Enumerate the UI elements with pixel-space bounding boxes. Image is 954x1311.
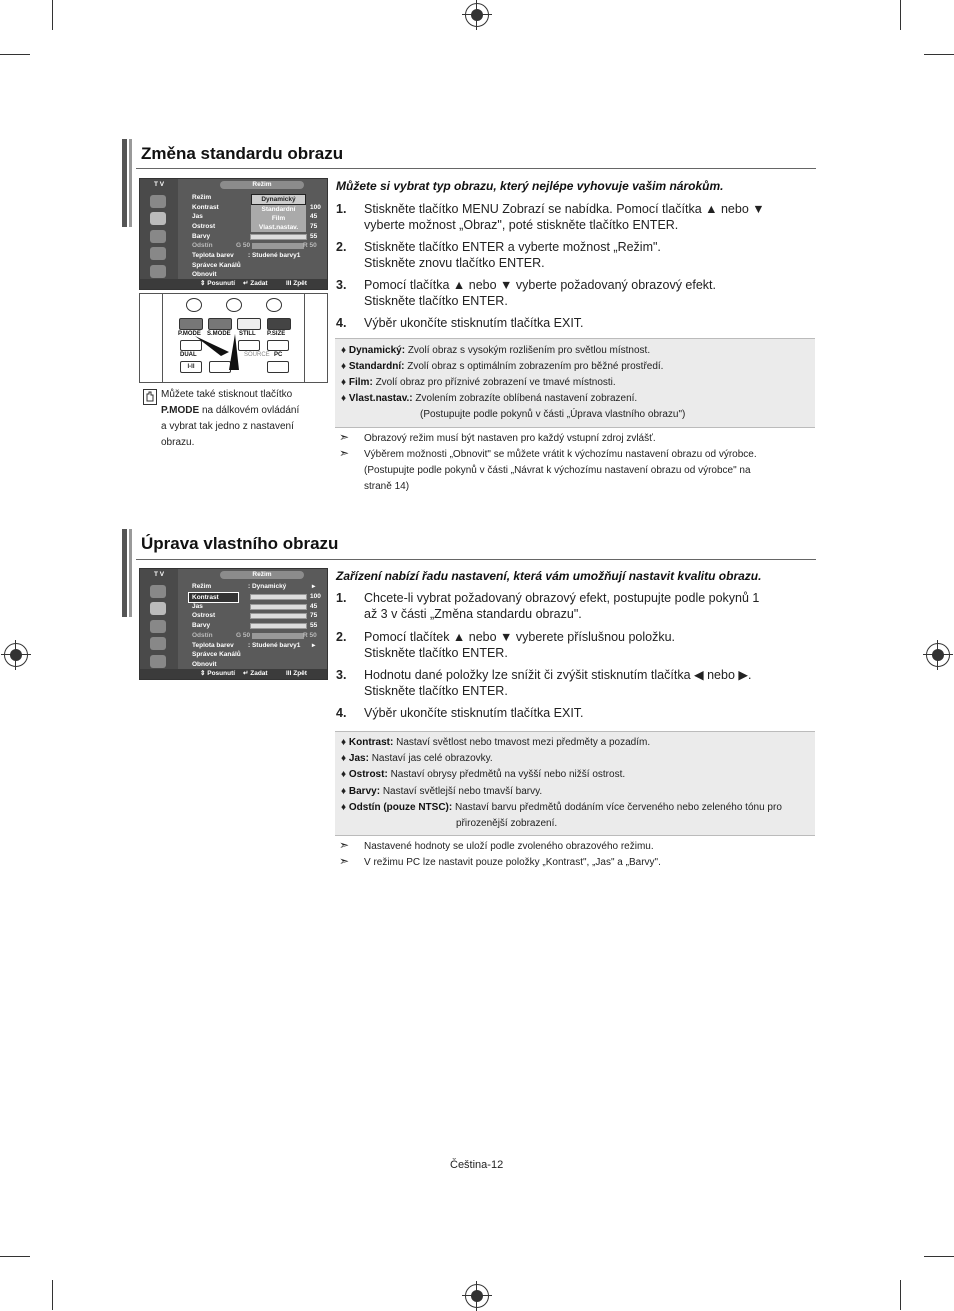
menu-tv-label: T V <box>154 571 165 578</box>
menu-item: Ostrost <box>192 612 216 619</box>
note-hand-icon <box>143 389 157 405</box>
note-text: straně 14) <box>364 481 410 492</box>
sound-icon <box>150 620 166 633</box>
menu-value: 75 <box>310 223 318 230</box>
tint-r-label: R 50 <box>303 632 317 639</box>
bullet-item: ♦ Kontrast: Nastaví světlost nebo tmavost mezi předměty a pozadím. <box>341 737 651 748</box>
footer-move: ⇕ Posunutí <box>200 280 236 287</box>
sharpness-slider <box>250 613 307 619</box>
tv-menu-screenshot <box>139 178 328 290</box>
side-note-text: na dálkovém ovládání <box>199 405 300 416</box>
side-note-line: obrazu. <box>161 437 195 448</box>
pmode-term: P.MODE <box>161 405 200 416</box>
menu-sidebar <box>140 569 178 669</box>
menu-title: Režim <box>220 181 304 189</box>
menu-value: 45 <box>310 603 318 610</box>
bullet-term: Odstín (pouze NTSC): <box>348 802 453 813</box>
remote-button <box>267 340 289 351</box>
remote-edge <box>162 294 163 382</box>
tint-g-label: G 50 <box>236 632 251 639</box>
bullet-item: ♦ Jas: Nastaví jas celé obrazovky. <box>341 753 493 764</box>
menu-tv-label: T V <box>154 181 165 188</box>
source-label: SOURCE <box>244 352 270 358</box>
menu-item: Obnovit <box>192 661 217 668</box>
brightness-slider <box>250 604 307 610</box>
step-number: 4. <box>336 316 347 330</box>
pointing-arrows-icon <box>195 330 255 374</box>
side-note-line: Můžete také stisknout tlačítko <box>161 389 293 400</box>
menu-sidebar <box>140 179 178 279</box>
step-number: 1. <box>336 591 347 605</box>
bullet-term: Barvy: <box>348 786 381 797</box>
pc-button <box>267 361 289 373</box>
bullet-term: Kontrast: <box>348 737 394 748</box>
step-number: 1. <box>336 202 347 216</box>
section-marker <box>122 139 127 227</box>
mode-popup <box>251 194 306 232</box>
menu-item: Teplota barev <box>192 252 234 259</box>
arrow-right-icon: ▸ <box>312 642 316 649</box>
menu-item: Jas <box>192 213 203 220</box>
note-arrow-icon: ➣ <box>339 430 350 444</box>
smode-button <box>208 318 232 330</box>
menu-item: Jas <box>192 603 203 610</box>
bullet-item: ♦ Odstín (pouze NTSC): Nastaví barvu předmětů dodáním více červeného nebo zeleného tónu pro <box>341 802 782 813</box>
bullet-text: Nastaví barvu předmětů dodáním více červeného nebo zeleného tónu pro <box>455 802 782 813</box>
menu-item: Barvy <box>192 233 211 240</box>
section-title: Změna standardu obrazu <box>141 144 344 163</box>
psize-label: P.SIZE <box>267 331 286 337</box>
teletext-icon <box>186 298 202 312</box>
smode-label: S.MODE <box>207 331 231 337</box>
bullet-term: Film: <box>348 377 373 388</box>
step-text: Výběr ukončíte stisknutím tlačítka EXIT. <box>364 316 584 330</box>
bullet-text: Nastaví světlost nebo tmavost mezi předměty a pozadím. <box>396 737 651 748</box>
step-number: 2. <box>336 240 347 254</box>
step-text: Hodnotu dané položky lze snížit či zvýšit stisknutím tlačítka ◀ nebo ▶. Stiskněte tlačítko ENTER. <box>364 668 752 698</box>
antenna-icon <box>150 585 166 598</box>
section-marker <box>129 529 132 617</box>
pmode-label: P.MODE <box>178 331 201 337</box>
menu-item: Ostrost <box>192 223 216 230</box>
crop-mark <box>924 1256 954 1257</box>
step-number: 4. <box>336 706 347 720</box>
section-rule <box>136 168 816 169</box>
bullet-continuation: (Postupujte podle pokynů v části „Úprava vlastního obrazu") <box>420 409 686 420</box>
still-label: STILL <box>239 331 256 337</box>
intro-text: Zařízení nabízí řadu nastavení, která vám umožňují nastavit kvalitu obrazu. <box>336 569 762 583</box>
popup-option-selected: Dynamický <box>251 194 306 205</box>
bullet-text: Nastaví obrysy předmětů na vyšší nebo nižší ostrost. <box>390 769 626 780</box>
bullet-term: Vlast.nastav.: <box>348 393 413 404</box>
popup-option: Film <box>271 215 286 222</box>
note-text: Nastavené hodnoty se uloží podle zvoleného obrazového režimu. <box>364 841 654 852</box>
psize-button <box>267 318 291 330</box>
menu-item: Teplota barev <box>192 642 234 649</box>
bullet-item: ♦ Standardní: Zvolí obraz s optimálním zobrazením pro běžné prostředí. <box>341 361 664 372</box>
bullet-text: Zvolí obraz pro příznivé zobrazení ve tmavé místnosti. <box>375 377 616 388</box>
side-note-line: a vybrat tak jedno z nastavení <box>161 421 294 432</box>
menu-value: 45 <box>310 213 318 220</box>
remote-edge <box>304 294 305 382</box>
footer-return: III Zpět <box>286 280 307 287</box>
side-note-line <box>161 403 321 419</box>
bullet-text: Zvolí obraz s vysokým rozlišením pro světlou místnost. <box>407 345 651 356</box>
pc-label: PC <box>274 352 283 358</box>
menu-title: Režim <box>220 571 304 579</box>
menu-value: 55 <box>310 233 318 240</box>
side-note <box>161 387 321 451</box>
menu-item: Barvy <box>192 622 211 629</box>
step-text: Chcete-li vybrat požadovaný obrazový efekt, postupujte podle pokynů 1 až 3 v části „Změna standardu obrazu". <box>364 591 760 621</box>
tint-slider <box>252 633 304 639</box>
registration-mark-icon <box>465 3 489 27</box>
menu-item: Režim <box>192 194 212 201</box>
menu-value: 100 <box>310 593 321 600</box>
popup-option: Standardní <box>261 206 296 213</box>
color-temp-value: : Studené barvy1 <box>248 252 301 259</box>
step-number: 3. <box>336 278 347 292</box>
menu-item: Odstín <box>192 242 213 249</box>
picture-icon <box>150 602 166 615</box>
menu-footer <box>140 279 327 289</box>
remote-control-illustration <box>139 293 328 383</box>
teletext-icon <box>226 298 242 312</box>
menu-value: 100 <box>310 204 321 211</box>
menu-item: Odstín <box>192 632 213 639</box>
step-text: Pomocí tlačítka ▲ nebo ▼ vyberte požadovaný obrazový efekt. Stiskněte tlačítko ENTER. <box>364 278 717 308</box>
bullet-term: Jas: <box>348 753 369 764</box>
bullet-item: ♦ Barvy: Nastaví světlejší nebo tmavší barvy. <box>341 786 543 797</box>
menu-item: Kontrast <box>192 204 219 211</box>
registration-mark-icon <box>926 643 950 667</box>
note-text: (Postupujte podle pokynů v části „Návrat k výchozímu nastavení obrazu od výrobce" na <box>364 465 751 476</box>
registration-mark-icon <box>465 1284 489 1308</box>
menu-item: Obnovit <box>192 271 217 278</box>
mode-value: : Dynamický <box>248 583 287 590</box>
bullet-item: ♦ Vlast.nastav.: Zvolením zobrazíte oblíbená nastavení zobrazení. <box>341 393 638 404</box>
setup-icon <box>150 247 166 260</box>
bullet-text: Zvolí obraz s optimálním zobrazením pro běžné prostředí. <box>407 361 664 372</box>
teletext-icon <box>266 298 282 312</box>
crop-mark <box>900 1280 901 1310</box>
bullet-term: Dynamický: <box>348 345 406 356</box>
step-text: Výběr ukončíte stisknutím tlačítka EXIT. <box>364 706 584 720</box>
bullet-term: Standardní: <box>348 361 405 372</box>
color-temp-value: : Studené barvy1 <box>248 642 301 649</box>
note-text: Obrazový režim musí být nastaven pro každý vstupní zdroj zvlášť. <box>364 433 656 444</box>
section-rule <box>136 559 816 560</box>
bullet-continuation: přirozenější zobrazení. <box>456 818 558 829</box>
color-slider <box>250 234 307 240</box>
footer-enter: ↵ Zadat <box>243 670 268 677</box>
bullet-text: Nastaví světlejší nebo tmavší barvy. <box>382 786 543 797</box>
menu-value: 55 <box>310 622 318 629</box>
tv-menu-screenshot <box>139 568 328 680</box>
note-arrow-icon: ➣ <box>339 446 350 460</box>
crop-mark <box>0 54 30 55</box>
crop-mark <box>900 0 901 30</box>
input-icon <box>150 265 166 278</box>
contrast-slider <box>250 594 307 600</box>
section-marker <box>122 529 127 617</box>
menu-item: Správce Kanálů <box>192 262 241 269</box>
menu-value: 75 <box>310 612 318 619</box>
tint-g-label: G 50 <box>236 242 251 249</box>
crop-mark <box>924 54 954 55</box>
note-text: V režimu PC lze nastavit pouze položky „Kontrast", „Jas" a „Barvy". <box>364 857 661 868</box>
menu-item-selected: Kontrast <box>188 592 239 603</box>
arrow-right-icon: ▸ <box>312 583 316 590</box>
note-text: Výběrem možnosti „Obnovit" se můžete vrátit k výchozímu nastavení obrazu od výrobce. <box>364 449 757 460</box>
tint-r-label: R 50 <box>303 242 317 249</box>
step-text: Stiskněte tlačítko ENTER a vyberte možnost „Režim". Stiskněte znovu tlačítko ENTER. <box>364 240 661 270</box>
picture-icon <box>150 212 166 225</box>
step-number: 2. <box>336 630 347 644</box>
crop-mark <box>0 1256 30 1257</box>
step-text: Stiskněte tlačítko MENU Zobrazí se nabídka. Pomocí tlačítka ▲ nebo ▼ vyberte možnost „Obraz", poté stiskněte tlačítko ENTER. <box>364 202 765 232</box>
intro-text: Můžete si vybrat typ obrazu, který nejlépe vyhovuje vašim nárokům. <box>336 179 724 193</box>
section-marker <box>129 139 132 227</box>
setup-icon <box>150 637 166 650</box>
page-number: Čeština-12 <box>450 1159 504 1171</box>
crop-mark <box>52 0 53 30</box>
note-arrow-icon: ➣ <box>339 838 350 852</box>
dual-label: DUAL <box>180 352 197 358</box>
footer-move: ⇕ Posunutí <box>200 670 236 677</box>
crop-mark <box>52 1280 53 1310</box>
footer-enter: ↵ Zadat <box>243 280 268 287</box>
registration-mark-icon <box>4 643 28 667</box>
note-arrow-icon: ➣ <box>339 854 350 868</box>
bullet-term: Ostrost: <box>348 769 388 780</box>
antenna-icon <box>150 195 166 208</box>
bullet-text: Nastaví jas celé obrazovky. <box>371 753 493 764</box>
section-title: Úprava vlastního obrazu <box>141 534 339 553</box>
footer-return: III Zpět <box>286 670 307 677</box>
dual-button: I-II <box>180 361 202 373</box>
input-icon <box>150 655 166 668</box>
tint-slider <box>252 243 304 249</box>
sound-icon <box>150 230 166 243</box>
menu-item: Režim <box>192 583 212 590</box>
bullet-item: ♦ Ostrost: Nastaví obrysy předmětů na vyšší nebo nižší ostrost. <box>341 769 626 780</box>
bullet-item: ♦ Film: Zvolí obraz pro příznivé zobrazení ve tmavé místnosti. <box>341 377 616 388</box>
color-slider <box>250 623 307 629</box>
bullet-item: ♦ Dynamický: Zvolí obraz s vysokým rozlišením pro světlou místnost. <box>341 345 651 356</box>
popup-option: Vlast.nastav. <box>258 224 299 231</box>
step-number: 3. <box>336 668 347 682</box>
menu-footer <box>140 669 327 679</box>
menu-item: Správce Kanálů <box>192 651 241 658</box>
pmode-button <box>179 318 203 330</box>
still-button <box>237 318 261 330</box>
bullet-text: Zvolením zobrazíte oblíbená nastavení zobrazení. <box>415 393 638 404</box>
step-text: Pomocí tlačítek ▲ nebo ▼ vyberete příslušnou položku. Stiskněte tlačítko ENTER. <box>364 630 676 660</box>
